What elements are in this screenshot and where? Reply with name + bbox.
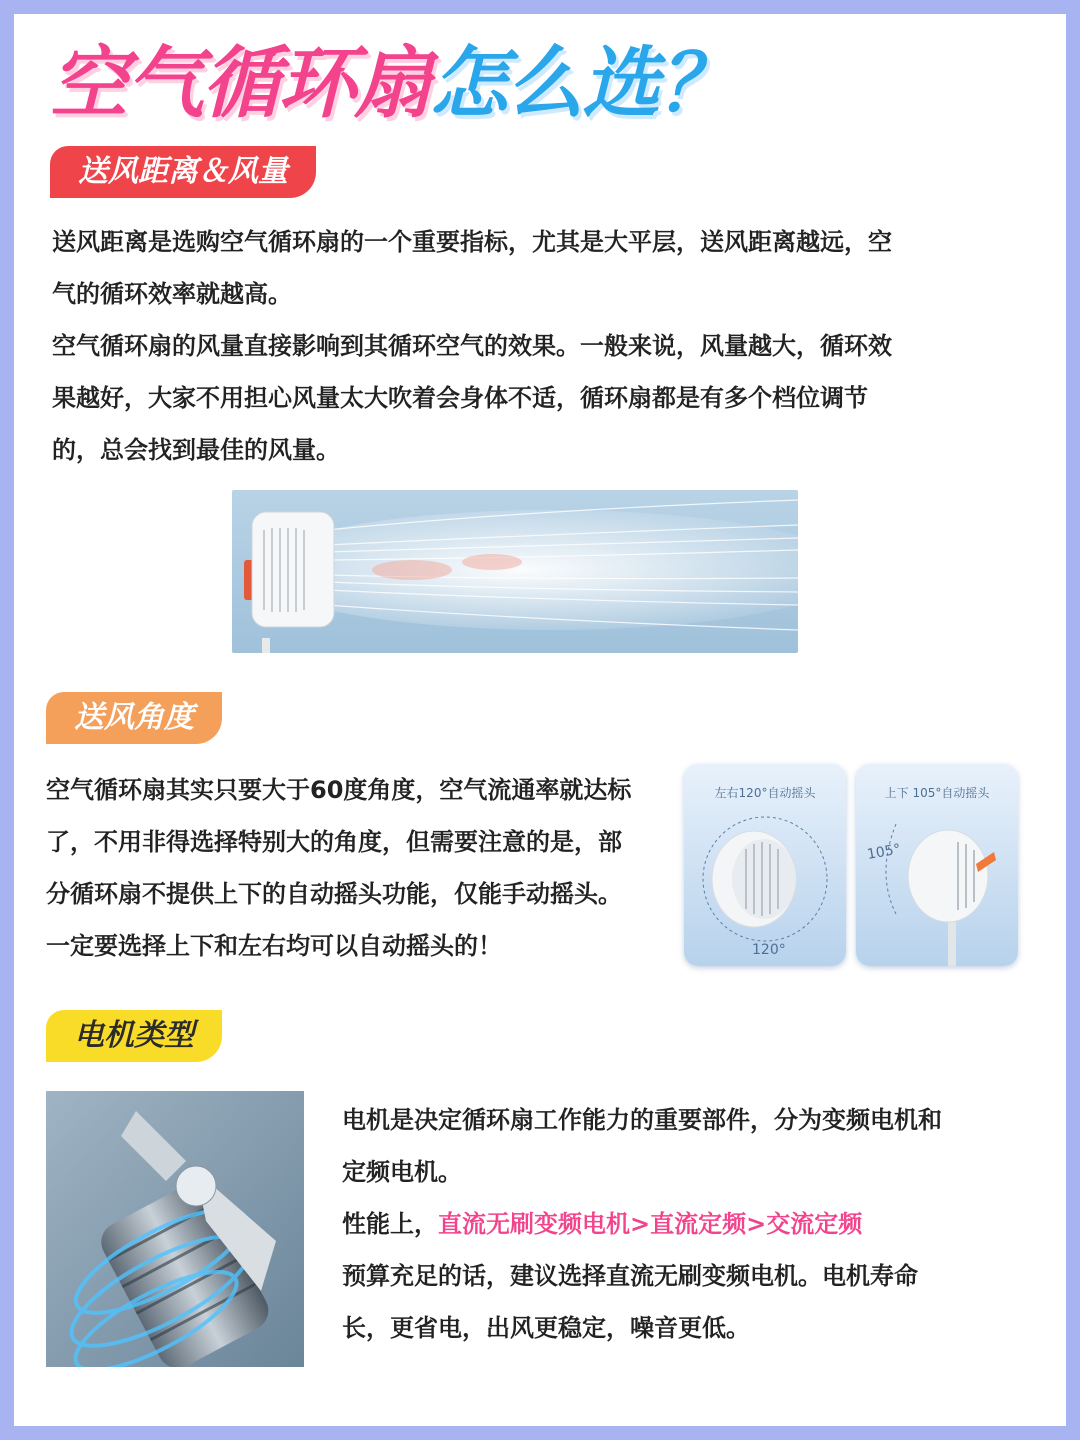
perf-highlight: 直流无刷变频电机>直流定频>交流定频 — [438, 1210, 863, 1238]
text-line-performance — [342, 1198, 1022, 1250]
left-angle-label: 120° — [752, 942, 786, 958]
text-line: 空气循环扇其实只要大于60度角度，空气流通率就达标 — [46, 776, 632, 804]
text-line: 定频电机。 — [342, 1158, 462, 1186]
airflow-fan-image — [232, 490, 798, 653]
text-line: 分循环扇不提供上下的自动摇头功能，仅能手动摇头。 — [46, 880, 622, 908]
title-part1: 空气循环扇 — [50, 39, 431, 129]
motor-image — [46, 1091, 304, 1367]
text-line: 果越好，大家不用担心风量太大吹着会身体不适，循环扇都是有多个档位调节 — [52, 384, 868, 412]
text-line: 一定要选择上下和左右均可以自动摇头的！ — [46, 932, 502, 960]
section-text-motor — [342, 1094, 1022, 1354]
panel-caption: 上下 105°自动摇头 — [884, 786, 990, 800]
vertical-oscillation-panel — [856, 764, 1018, 966]
text-line: 电机是决定循环扇工作能力的重要部件，分为变频电机和 — [342, 1106, 942, 1134]
title-part2: 怎么选？ — [430, 39, 735, 129]
perf-prefix: 性能上， — [342, 1210, 438, 1238]
text-line: 送风距离是选购空气循环扇的一个重要指标，尤其是大平层，送风距离越远，空 — [52, 228, 892, 256]
section-tag-motor: 电机类型 — [46, 1010, 222, 1062]
text-line: 空气循环扇的风量直接影响到其循环空气的效果。一般来说，风量越大，循环效 — [52, 332, 892, 360]
section-text-distance — [52, 216, 992, 476]
text-line: 预算充足的话，建议选择直流无刷变频电机。电机寿命 — [342, 1262, 918, 1290]
oscillation-images — [684, 764, 1020, 970]
text-line: 的，总会找到最佳的风量。 — [52, 436, 340, 464]
section-tag-angle: 送风角度 — [46, 692, 222, 744]
panel-caption: 左右120°自动摇头 — [714, 786, 816, 800]
section-text-angle — [46, 764, 686, 972]
section-tag-distance: 送风距离＆风量 — [50, 146, 316, 198]
text-line: 了，不用非得选择特别大的角度，但需要注意的是，部 — [46, 828, 622, 856]
right-angle-label: 105° — [865, 841, 902, 863]
text-line: 长，更省电，出风更稳定，噪音更低。 — [342, 1314, 750, 1342]
horizontal-oscillation-panel — [684, 764, 846, 966]
page-title — [50, 24, 950, 144]
text-line: 气的循环效率就越高。 — [52, 280, 292, 308]
